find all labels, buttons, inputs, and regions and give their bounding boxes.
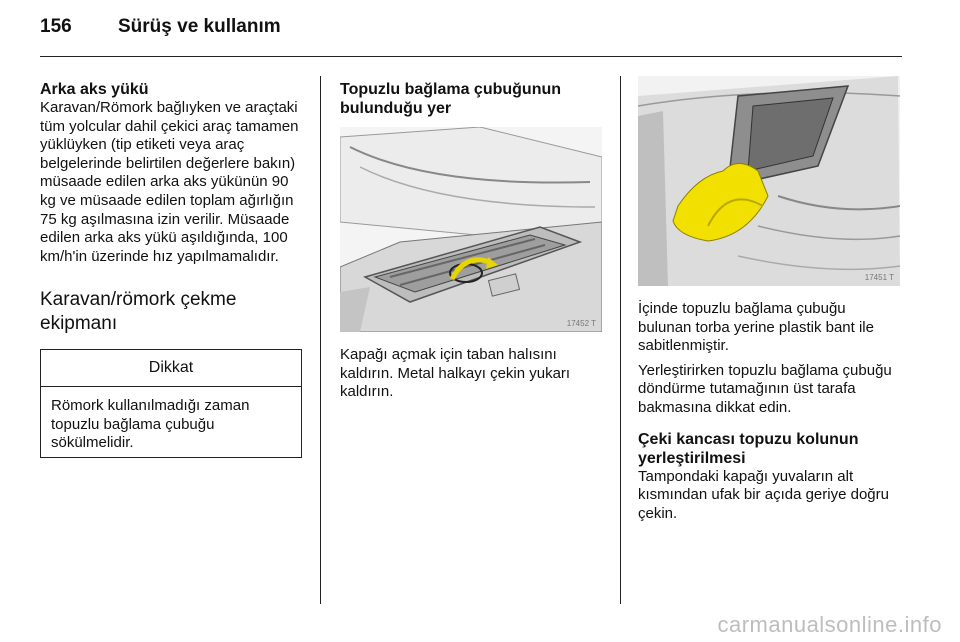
section-heading-insertion-line1: Çeki kancası topuzu kolunun bbox=[638, 430, 859, 448]
trunk-floor-illustration bbox=[340, 127, 602, 332]
column-divider-left bbox=[320, 76, 321, 604]
middle-column bbox=[340, 80, 608, 118]
towbar-bag-illustration bbox=[638, 76, 900, 286]
insertion-paragraph: Yerleştirirken topuzlu bağlama çubuğu döndürme tutamağının üst tarafa bakmasına dikkat edin. bbox=[638, 361, 892, 416]
header-rule bbox=[40, 56, 902, 57]
caution-text: Römork kullanılmadığı zaman topuzlu bağlama çubuğu sökülmelidir. bbox=[51, 397, 250, 452]
middle-text bbox=[340, 346, 602, 402]
figure-code-17451: 17451 T bbox=[864, 273, 894, 282]
rear-axle-paragraph: Karavan/Römork bağlıyken ve araçtaki tüm yolcular dahil çekici araç tamamen yüklüyken (tip etiketi veya araç belgelerinde belirtilen değerlere bakın) müsaade edilen arka aks yükünün 90 kg ve müsaade edilen toplam ağırlığın 75 kg aşılmasına izin verilir. Müsaade edilen arka aks yükü aşıldığında, 100 km/h'in üzerinde hız yapılmamalıdır. bbox=[40, 99, 299, 265]
towbar-bag-figure bbox=[638, 76, 900, 286]
page-header bbox=[40, 16, 281, 38]
page-title: Sürüş ve kullanım bbox=[118, 16, 281, 37]
section-heading-location-line1: Topuzlu bağlama çubuğunun bbox=[340, 81, 562, 98]
caution-title: Dikkat bbox=[41, 350, 301, 387]
section-heading-location-line2: bulunduğu yer bbox=[340, 100, 452, 117]
left-column bbox=[40, 80, 308, 336]
section-heading-insertion-line2: yerleştirilmesi bbox=[638, 449, 746, 467]
section-heading-towing-line1: Karavan/römork çekme bbox=[40, 289, 237, 311]
trunk-floor-figure bbox=[340, 127, 602, 332]
section-heading-rear-axle-load: Arka aks yükü bbox=[40, 81, 149, 98]
watermark: carmanualsonline.info bbox=[717, 612, 942, 637]
bumper-cover-paragraph: Tampondaki kapağı yuvaların alt kısmından ufak bir açıda geriye doğru çekin. bbox=[638, 467, 889, 522]
figure-code-17452: 17452 T bbox=[566, 319, 596, 328]
page-number: 156 bbox=[40, 16, 72, 37]
column-divider-right bbox=[620, 76, 621, 604]
section-heading-towing-line2: ekipmanı bbox=[40, 313, 118, 335]
caution-box bbox=[40, 349, 302, 458]
right-text bbox=[638, 300, 900, 523]
lift-cover-paragraph: Kapağı açmak için taban halısını kaldırın. Metal halkayı çekin yukarı kaldırın. bbox=[340, 346, 571, 401]
bag-fastening-paragraph: İçinde topuzlu bağlama çubuğu bulunan torba yerine plastik bant ile sabitlenmiştir. bbox=[638, 300, 874, 355]
